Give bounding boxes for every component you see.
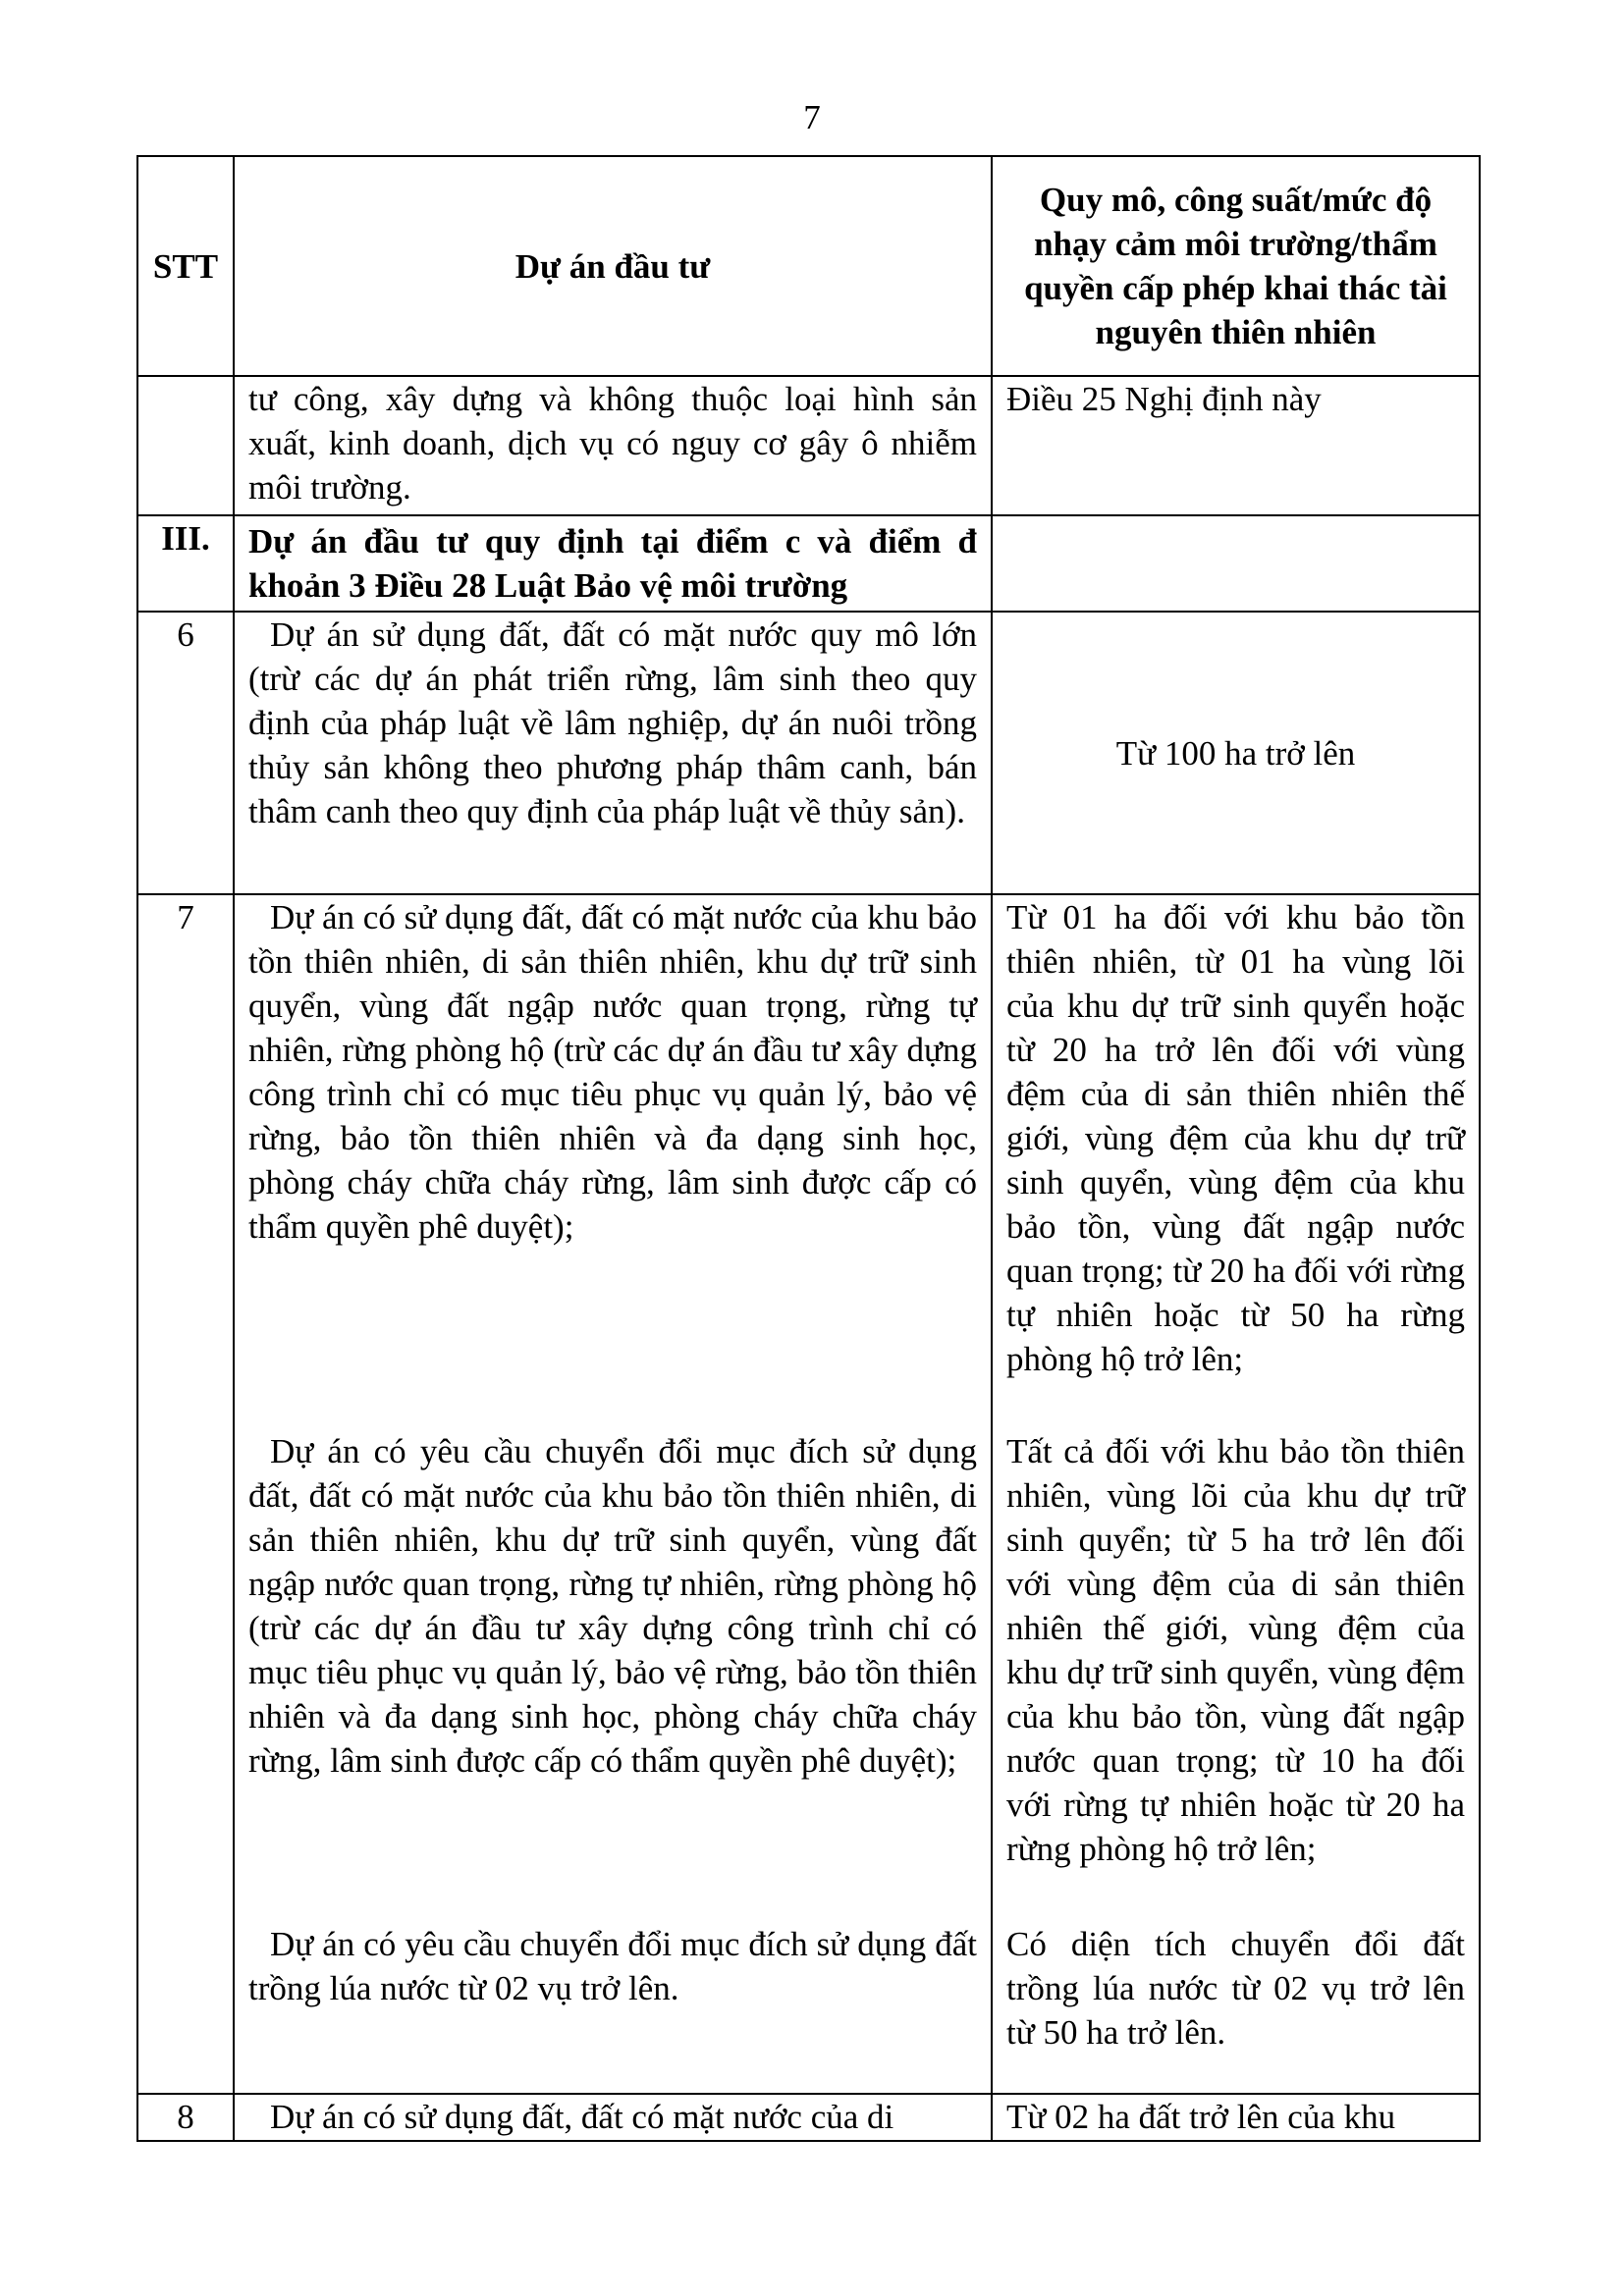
header-scale: Quy mô, công suất/mức độ nhạy cảm môi trường/thẩm quyền cấp phép khai thác tài nguyên thiên nhiên <box>992 156 1480 376</box>
cell-project: tư công, xây dựng và không thuộc loại hình sản xuất, kinh doanh, dịch vụ có nguy cơ gây ô nhiễm môi trường. <box>234 376 992 515</box>
table-row-8 <box>137 2094 1480 2141</box>
cell-scale: Điều 25 Nghị định này <box>992 376 1480 515</box>
cell-scale: Từ 100 ha trở lên <box>992 612 1480 894</box>
cell-stt: 7 <box>137 894 234 2094</box>
cell-scale: Từ 02 ha đất trở lên của khu <box>992 2094 1480 2141</box>
table-row-continuation <box>137 376 1480 515</box>
cell-stt: 6 <box>137 612 234 894</box>
cell-project <box>234 894 992 2094</box>
scale-item-c: Có diện tích chuyển đổi đất trồng lúa nước từ 02 vụ trở lên từ 50 ha trở lên. <box>1006 1925 1465 2052</box>
cell-project: Dự án sử dụng đất, đất có mặt nước quy mô lớn (trừ các dự án phát triển rừng, lâm sinh theo quy định của pháp luật về lâm nghiệp, dự án nuôi trồng thủy sản không theo phương pháp thâm canh, bán thâm canh theo quy định của pháp luật về thủy sản). <box>234 612 992 894</box>
table-row-7 <box>137 894 1480 2094</box>
cell-stt <box>137 376 234 515</box>
page-number: 7 <box>803 98 821 136</box>
cell-scale <box>992 515 1480 612</box>
table-row-section-iii <box>137 515 1480 612</box>
cell-scale <box>992 894 1480 2094</box>
scale-item-a: Từ 01 ha đối với khu bảo tồn thiên nhiên, từ 01 ha vùng lõi của khu dự trữ sinh quyển hoặc từ 20 ha trở lên đối với vùng đệm của di sản thiên nhiên thế giới, vùng đệm của khu dự trữ sinh quyển, vùng đệm của khu bảo tồn, vùng đất ngập nước quan trọng; từ 20 ha đối với rừng tự nhiên hoặc từ 50 ha rừng phòng hộ trở lên; <box>1006 898 1465 1378</box>
header-stt: STT <box>137 156 234 376</box>
table-header-row <box>137 156 1480 376</box>
cell-project: Dự án đầu tư quy định tại điểm c và điểm đ khoản 3 Điều 28 Luật Bảo vệ môi trường <box>234 515 992 612</box>
project-classification-table <box>136 155 1481 2142</box>
cell-stt: III. <box>137 515 234 612</box>
cell-stt: 8 <box>137 2094 234 2141</box>
table-row-6 <box>137 612 1480 894</box>
cell-project: Dự án có sử dụng đất, đất có mặt nước của di <box>234 2094 992 2141</box>
header-project: Dự án đầu tư <box>234 156 992 376</box>
project-item-b: Dự án có yêu cầu chuyển đổi mục đích sử dụng đất, đất có mặt nước của khu bảo tồn thiên nhiên, di sản thiên nhiên, khu dự trữ sinh quyển, vùng đất ngập nước quan trọng, rừng tự nhiên, rừng phòng hộ (trừ các dự án đầu tư xây dựng công trình chỉ có mục tiêu phục vụ quản lý, bảo vệ rừng, bảo tồn thiên nhiên và đa dạng sinh học, phòng cháy chữa cháy rừng, lâm sinh được cấp có thẩm quyền phê duyệt); <box>248 1432 977 1780</box>
scale-item-b: Tất cả đối với khu bảo tồn thiên nhiên, vùng lõi của khu dự trữ sinh quyển; từ 5 ha trở lên đối với vùng đệm của di sản thiên nhiên thế giới, vùng đệm của khu dự trữ sinh quyển, vùng đệm của khu bảo tồn, vùng đất ngập nước quan trọng; từ 10 ha đối với rừng tự nhiên hoặc từ 20 ha rừng phòng hộ trở lên; <box>1006 1432 1465 1868</box>
project-item-c: Dự án có yêu cầu chuyển đổi mục đích sử dụng đất trồng lúa nước từ 02 vụ trở lên. <box>248 1925 977 2007</box>
project-item-a: Dự án có sử dụng đất, đất có mặt nước của khu bảo tồn thiên nhiên, di sản thiên nhiên, khu dự trữ sinh quyển, vùng đất ngập nước quan trọng, rừng tự nhiên, rừng phòng hộ (trừ các dự án đầu tư xây dựng công trình chỉ có mục tiêu phục vụ quản lý, bảo vệ rừng, bảo tồn thiên nhiên và đa dạng sinh học, phòng cháy chữa cháy rừng, lâm sinh được cấp có thẩm quyền phê duyệt); <box>248 898 977 1246</box>
